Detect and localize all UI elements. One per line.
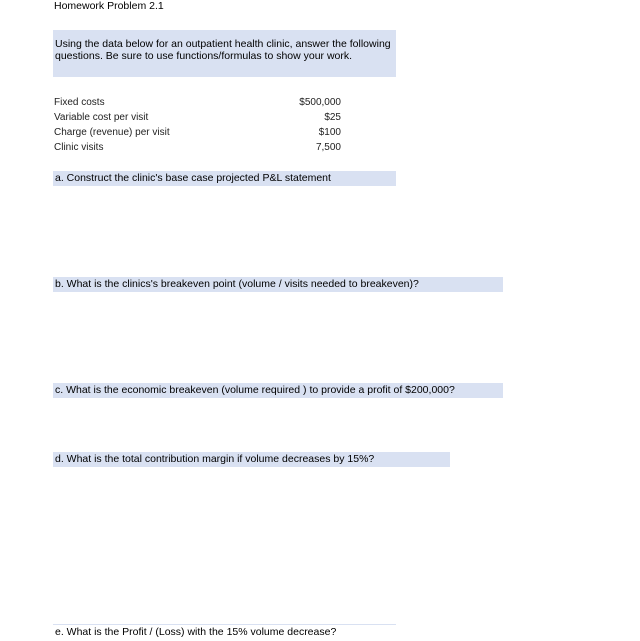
question-d[interactable]: d. What is the total contribution margin if volume decreases by 15%? <box>53 452 450 467</box>
question-e[interactable]: e. What is the Profit / (Loss) with the 15% volume decrease? <box>53 624 396 639</box>
question-a[interactable]: a. Construct the clinic's base case projected P&L statement <box>53 171 396 186</box>
data-label: Charge (revenue) per visit <box>54 127 170 138</box>
data-row-fixed-costs[interactable] <box>54 95 341 110</box>
data-label: Clinic visits <box>54 142 104 153</box>
question-c[interactable]: c. What is the economic breakeven (volume required ) to provide a profit of $200,000? <box>53 383 503 398</box>
page-title: Homework Problem 2.1 <box>54 0 164 12</box>
data-value: 7,500 <box>315 142 341 153</box>
data-value: $100 <box>318 127 341 138</box>
data-value: $500,000 <box>299 97 341 108</box>
instructions-cell[interactable]: Using the data below for an outpatient health clinic, answer the following questions. Be sure to use functions/formulas to show your work. <box>53 30 396 77</box>
data-label: Variable cost per visit <box>54 112 149 123</box>
data-row-clinic-visits[interactable] <box>54 140 341 155</box>
question-b[interactable]: b. What is the clinics's breakeven point (volume / visits needed to breakeven)? <box>53 277 503 292</box>
data-label: Fixed costs <box>54 97 105 108</box>
data-value: $25 <box>324 112 341 123</box>
data-row-variable-cost[interactable] <box>54 110 341 125</box>
input-data-table <box>54 95 341 155</box>
data-row-charge[interactable] <box>54 125 341 140</box>
